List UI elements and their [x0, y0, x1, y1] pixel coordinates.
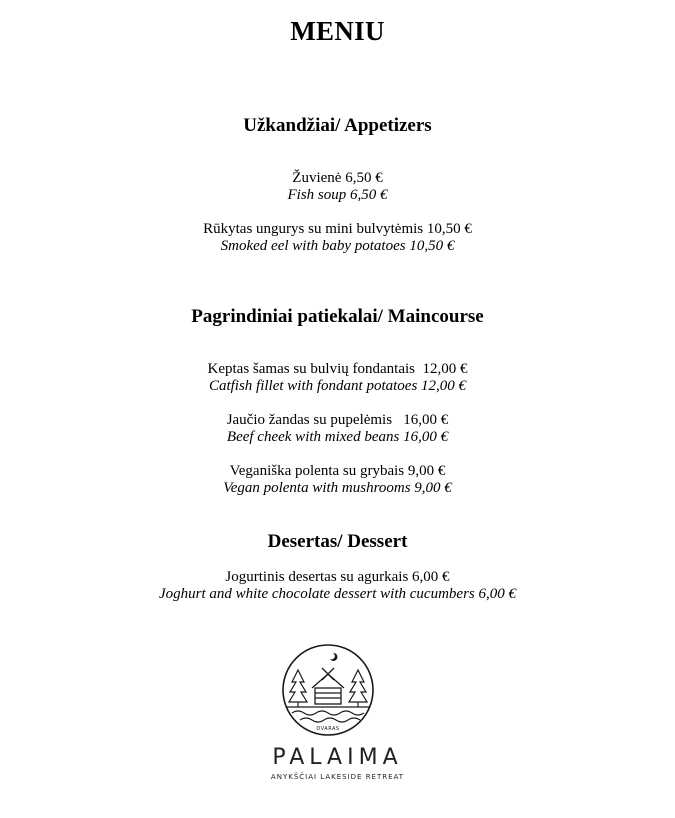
- menu-item-name-en: Smoked eel with baby potatoes 10,50 €: [220, 238, 455, 254]
- brand-name: PALAIMA: [272, 745, 403, 770]
- menu-item-name-en: Catfish fillet with fondant potatoes 12,00 €: [208, 378, 467, 394]
- menu-item-name-en: Fish soup 6,50 €: [287, 187, 388, 203]
- menu-item-fish-soup: [0, 170, 675, 204]
- menu-item-vegan-polenta: [0, 463, 675, 497]
- menu-item-name-lt: Keptas šamas su bulvių fondantais 12,00 €: [207, 361, 468, 377]
- menu-item-name-lt: Jaučio žandas su pupelėmis 16,00 €: [226, 412, 449, 428]
- menu-item-catfish: [0, 361, 675, 395]
- menu-item-name-lt: Jogurtinis desertas su agurkais 6,00 €: [225, 569, 450, 585]
- menu-item-name-lt: Veganiška polenta su grybais 9,00 €: [229, 463, 446, 479]
- menu-item-name-en: Vegan polenta with mushrooms 9,00 €: [223, 480, 452, 496]
- menu-item-name-en: Joghurt and white chocolate dessert with cucumbers 6,00 €: [158, 586, 517, 602]
- menu-item-name-lt: Rūkytas ungurys su mini bulvytėmis 10,50 €: [203, 221, 472, 237]
- section-heading-maincourse: Pagrindiniai patiekalai/ Maincourse: [191, 306, 484, 327]
- emblem-text: DVARAS: [316, 726, 340, 732]
- palaima-cabin-lake-icon: [262, 640, 394, 744]
- menu-item-dessert: [0, 569, 675, 603]
- menu-item-smoked-eel: [0, 221, 675, 255]
- section-heading-appetizers: Užkandžiai/ Appetizers: [243, 115, 432, 136]
- section-heading-dessert: Desertas/ Dessert: [267, 531, 408, 552]
- menu-item-name-en: Beef cheek with mixed beans 16,00 €: [226, 429, 449, 445]
- menu-item-name-lt: Žuvienė 6,50 €: [292, 170, 383, 186]
- brand-tagline: ANYKŠČIAI LAKESIDE RETREAT: [270, 773, 405, 781]
- menu-title: MENIU: [290, 16, 385, 46]
- menu-item-beef-cheek: [0, 412, 675, 446]
